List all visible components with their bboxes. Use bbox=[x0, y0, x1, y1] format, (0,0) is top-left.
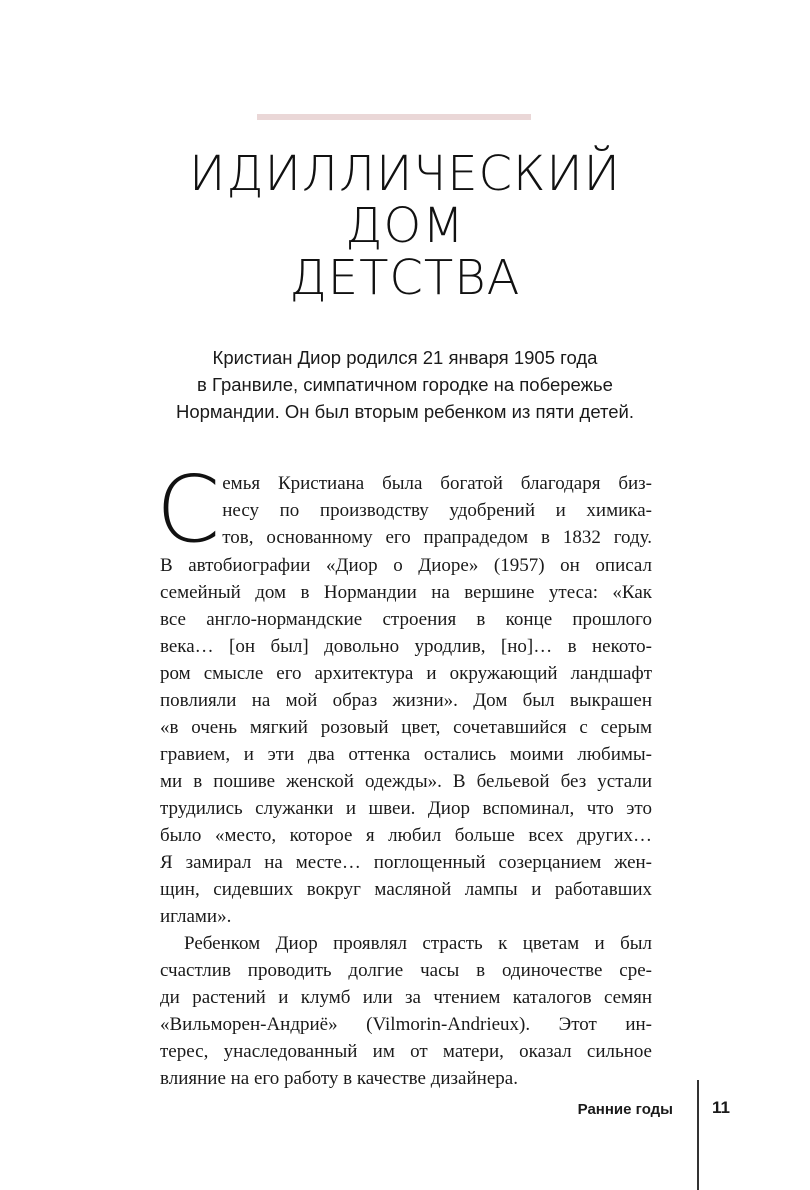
body-line: ди растений и клумб или за чтением каталогов семян bbox=[160, 987, 652, 1008]
accent-rule bbox=[257, 114, 531, 120]
drop-cap: С bbox=[156, 456, 221, 563]
body-line: трудились служанки и швеи. Диор вспоминал, что это bbox=[160, 798, 652, 819]
body-line: терес, унаследованный им от матери, оказал сильное bbox=[160, 1041, 652, 1062]
body-line: В автобиографии «Диор о Диоре» (1957) он описал bbox=[160, 555, 652, 576]
body-line: семейный дом в Нормандии на вершине утеса: «Как bbox=[160, 582, 652, 603]
body-line: счастлив проводить долгие часы в одиночестве сре- bbox=[160, 960, 652, 981]
title-line: ИДИЛЛИЧЕСКИЙ bbox=[189, 146, 621, 202]
body-line: несу по производству удобрений и химика- bbox=[222, 500, 652, 521]
body-line: Ребенком Диор проявлял страсть к цветам и был bbox=[184, 933, 652, 954]
body-line: было «место, которое я любил больше всех других… bbox=[160, 825, 652, 846]
footer-divider bbox=[697, 1080, 699, 1190]
lead-line: Нормандии. Он был вторым ребенком из пяти детей. bbox=[175, 401, 635, 422]
body-line: ми в пошиве женской одежды». В бельевой без устали bbox=[160, 771, 652, 792]
lead-line: в Гранвиле, симпатичном городке на побережье bbox=[197, 374, 613, 395]
body-paragraph bbox=[160, 930, 652, 1092]
body-line: века… [он был] довольно уродлив, [но]… в некото- bbox=[160, 636, 652, 657]
body-text bbox=[156, 456, 652, 1092]
lead-line: Кристиан Диор родился 21 января 1905 года bbox=[212, 347, 598, 368]
lead-paragraph bbox=[160, 344, 650, 425]
body-line: гравием, и эти два оттенка остались моими любимы- bbox=[160, 744, 652, 765]
body-line: «Вильморен-Андриё» (Vilmorin-Andrieux). Этот ин- bbox=[160, 1014, 652, 1035]
body-line: емья Кристиана была богатой благодаря биз- bbox=[222, 473, 652, 494]
body-line: «в очень мягкий розовый цвет, сочетавшийся с серым bbox=[160, 717, 652, 738]
title-line: ДЕТСТВА bbox=[289, 250, 521, 306]
body-line: Я замирал на месте… поглощенный созерцанием жен- bbox=[160, 852, 652, 873]
body-line: иглами». bbox=[160, 906, 232, 927]
title-line: ДОМ bbox=[345, 198, 465, 254]
chapter-title bbox=[0, 148, 810, 304]
running-footer-section: Ранние годы bbox=[577, 1101, 673, 1118]
body-line: повлияли на мой образ жизни». Дом был выкрашен bbox=[160, 690, 652, 711]
body-line: влияние на его работу в качестве дизайнера. bbox=[160, 1068, 518, 1089]
body-line: щин, сидевших вокруг масляной лампы и работавших bbox=[160, 879, 652, 900]
body-line: все англо-нормандские строения в конце прошлого bbox=[160, 609, 652, 630]
page-number: 11 bbox=[712, 1098, 730, 1117]
body-paragraph bbox=[156, 456, 652, 930]
body-line: тов, основанному его прапрадедом в 1832 году. bbox=[222, 527, 652, 548]
body-line: ром смысле его архитектура и окружающий ландшафт bbox=[160, 663, 652, 684]
